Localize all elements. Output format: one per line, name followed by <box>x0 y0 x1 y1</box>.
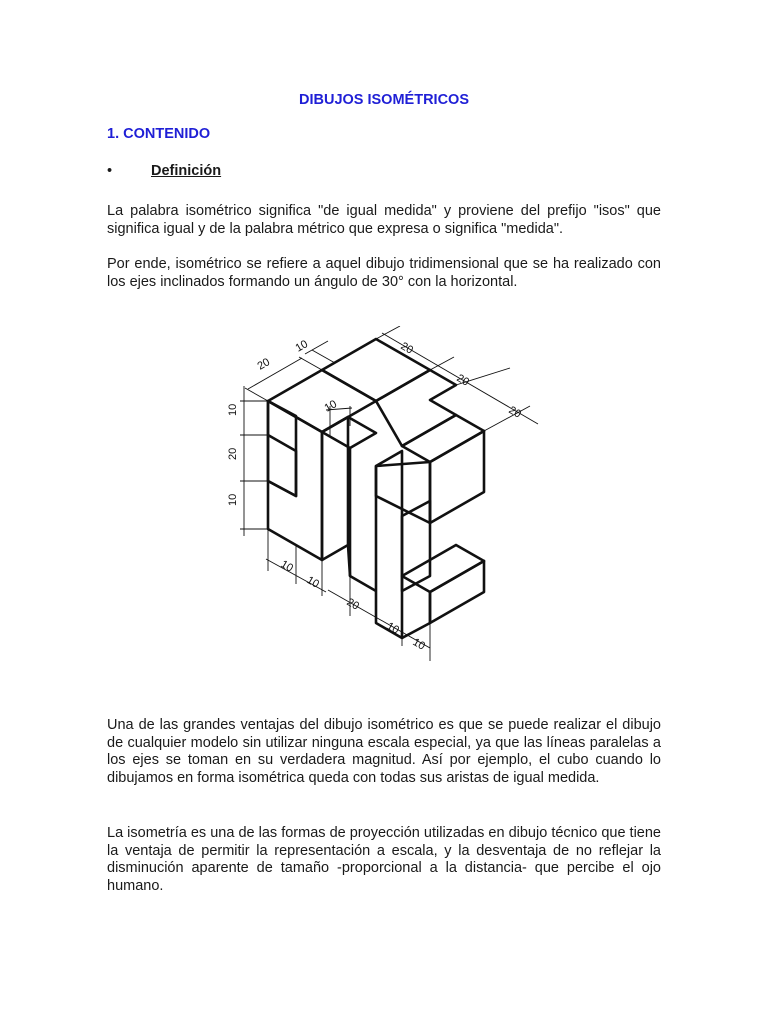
dim-label-20-top-right-a: 20 <box>398 340 416 357</box>
dim-label-10-bottom-a: 10 <box>278 558 296 575</box>
dim-label-20-bottom: 20 <box>344 596 362 613</box>
left-notch-lines <box>268 435 296 496</box>
paragraph-isometry: La isometría es una de las formas de proyección utilizadas en dibujo técnico que tiene la ventaja de permitir la representación a escala, y la desventaja de no reflejar la disminución aparente de tamaño -proporcional a la distancia- que percibe el ojo humano. <box>107 825 661 894</box>
object-outline <box>268 339 484 638</box>
dim-label-20-top-right-c: 20 <box>506 404 524 421</box>
dim-label-10-bottom-b: 10 <box>304 574 322 591</box>
dim-label-10-inner: 10 <box>322 398 340 415</box>
isometric-drawing <box>200 326 560 666</box>
paragraph-advantages: Una de las grandes ventajas del dibujo isométrico es que se puede realizar el dibujo de cualquier modelo sin utilizar ninguna escala especial, ya que las líneas paralelas a los ejes se toman en su verdadera magnitud. Así por ejemplo, el cubo cuando lo dibujamos en forma isométrica queda con todas sus aristas de igual medida. <box>107 717 661 786</box>
bottom-step-front <box>430 561 484 623</box>
right-column <box>376 451 402 638</box>
dimension-lines <box>240 326 538 661</box>
isometric-drawing-figure <box>200 326 560 666</box>
dim-label-20-top-left: 20 <box>255 356 273 373</box>
bottom-step-edge <box>402 592 430 638</box>
dim-label-10-top: 10 <box>293 338 311 355</box>
dim-label-20-left: 20 <box>227 447 239 460</box>
bullet-symbol: • <box>107 163 113 179</box>
dim-label-10-left-bottom: 10 <box>227 493 239 506</box>
section-heading: 1. CONTENIDO <box>107 126 211 142</box>
paragraph-definition: La palabra isométrico significa "de igual medida" y proviene del prefijo "isos" que significa igual y de la palabra métrico que expresa o significa "medida". <box>107 203 661 237</box>
dim-label-20-top-right-b: 20 <box>454 372 472 389</box>
dim-label-10-bottom-d: 10 <box>410 636 428 653</box>
paragraph-axes: Por ende, isométrico se refiere a aquel dibujo tridimensional que se ha realizado con los ejes inclinados formando un ángulo de 30° con la horizontal. <box>107 256 661 290</box>
bullet-label-definicion: Definición <box>151 163 222 179</box>
dim-label-10-left-top: 10 <box>227 403 239 416</box>
right-arm-front <box>430 431 484 523</box>
dim-label-10-bottom-c: 10 <box>384 620 402 637</box>
top-face-mid <box>376 370 456 446</box>
document-title: DIBUJOS ISOMÉTRICOS <box>299 92 469 108</box>
base-edge <box>348 545 376 591</box>
